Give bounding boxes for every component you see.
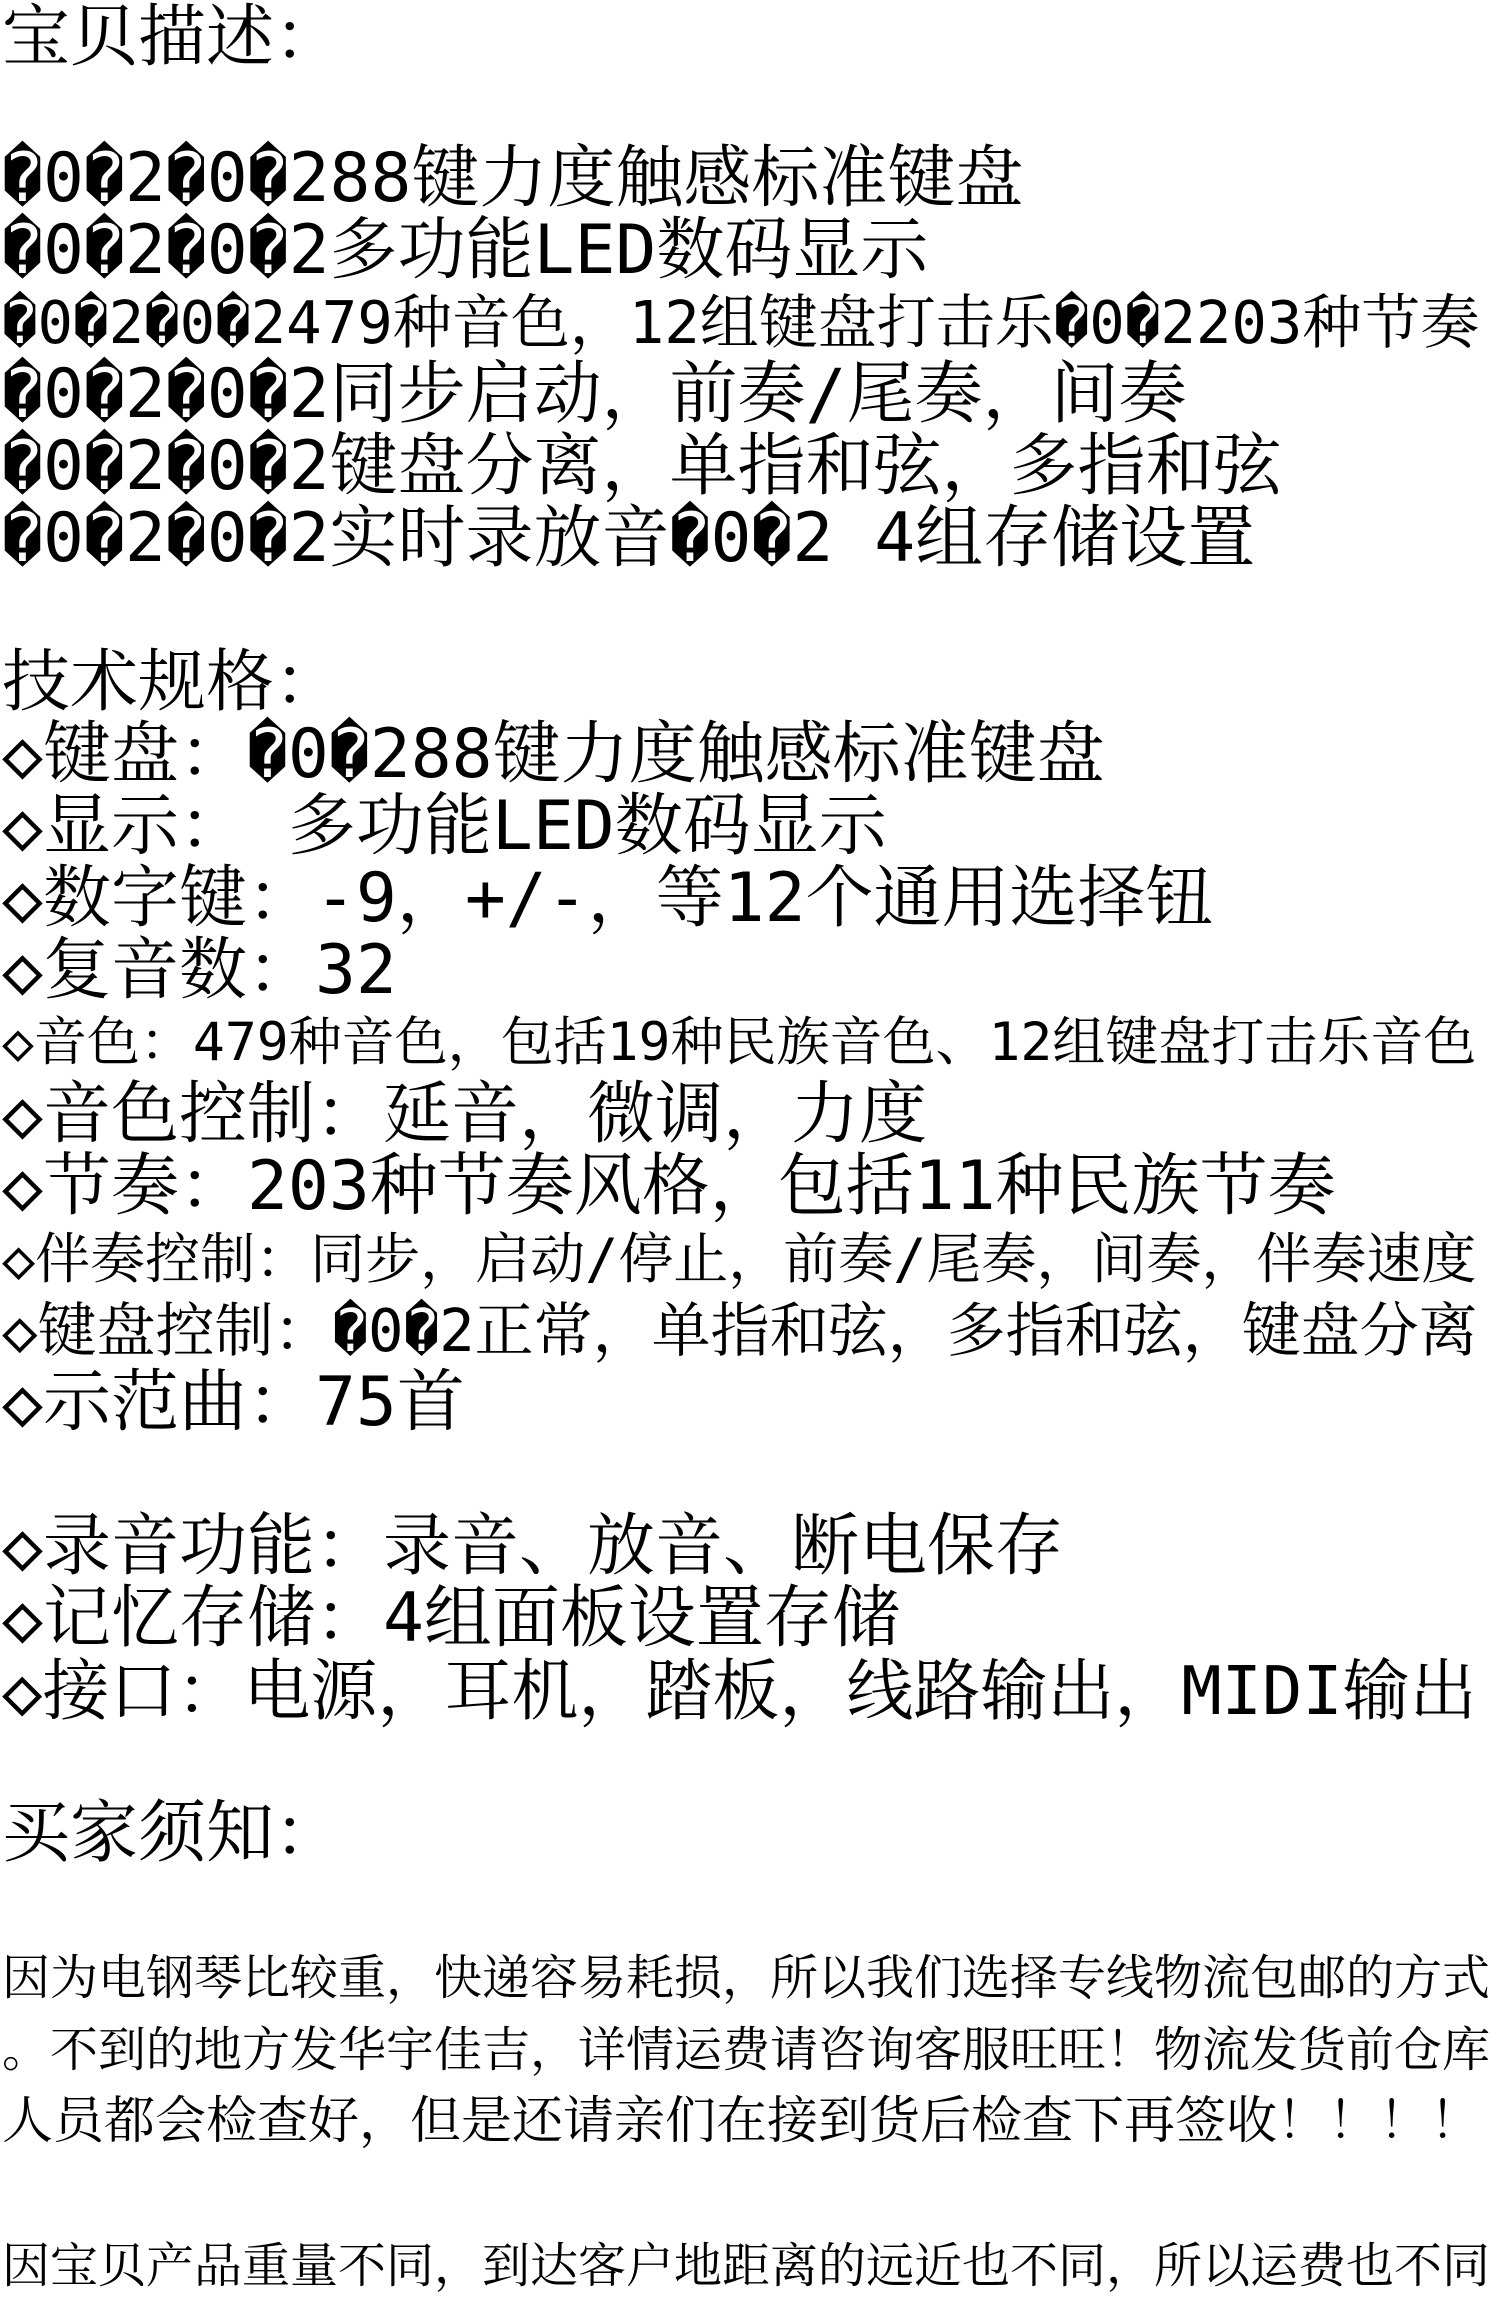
- description-line: �0�2�0�2键盘分离，单指和弦，多指和弦: [2, 427, 1282, 506]
- spec-item: ◇显示： 多功能LED数码显示: [2, 787, 887, 866]
- spec-item: ◇键盘控制：�0�2正常，单指和弦，多指和弦，键盘分离: [2, 1296, 1478, 1365]
- spec-item: ◇键盘：�0�288键力度触感标准键盘: [2, 715, 1105, 794]
- notice-paragraph-line: 。不到的地方发华宇佳吉，详情运费请咨询客服旺旺！物流发货前仓库: [2, 2022, 1491, 2078]
- spec-item: ◇数字键：-9，+/-，等12个通用选择钮: [2, 859, 1214, 938]
- description-line: �0�2�0�2同步启动，前奏/尾奏，间奏: [2, 355, 1187, 434]
- spec-item: ◇接口：电源，耳机，踏板，线路输出，MIDI输出: [2, 1652, 1477, 1730]
- description-line: �0�2�0�2479种音色，12组键盘打击乐�0�2203种节奏: [2, 288, 1480, 357]
- spec-item: ◇复音数：32: [2, 931, 397, 1010]
- description-heading: 宝贝描述：: [2, 0, 343, 77]
- description-line: �0�2�0�2实时录放音�0�2 4组存储设置: [2, 499, 1256, 578]
- spec-item: ◇示范曲：75首: [2, 1363, 465, 1442]
- spec-item: ◇节奏：203种节奏风格，包括11种民族节奏: [2, 1147, 1336, 1226]
- spec-item: ◇伴奏控制：同步，启动/停止，前奏/尾奏，间奏，伴奏速度: [2, 1227, 1477, 1291]
- description-line: �0�2�0�288键力度触感标准键盘: [2, 139, 1024, 218]
- specs-heading: 技术规格：: [2, 643, 343, 722]
- spec-item: ◇音色：479种音色，包括19种民族音色、12组键盘打击乐音色: [2, 1012, 1477, 1073]
- spec-item: ◇录音功能：录音、放音、断电保存: [2, 1507, 1063, 1586]
- spec-item: ◇记忆存储：4组面板设置存储: [2, 1579, 900, 1658]
- spec-item: ◇音色控制：延音，微调，力度: [2, 1075, 927, 1154]
- notice-paragraph-line: 因为电钢琴比较重，快递容易耗损，所以我们选择专线物流包邮的方式: [2, 1950, 1491, 2006]
- notice-paragraph-line: 人员都会检查好，但是还请亲们在接到货后检查下再签收！！！！: [2, 2092, 1482, 2151]
- description-line: �0�2�0�2多功能LED数码显示: [2, 211, 929, 290]
- notice-heading: 买家须知：: [2, 1794, 343, 1873]
- notice-paragraph-line: 因宝贝产品重量不同，到达客户地距离的远近也不同，所以运费也不同: [2, 2238, 1491, 2294]
